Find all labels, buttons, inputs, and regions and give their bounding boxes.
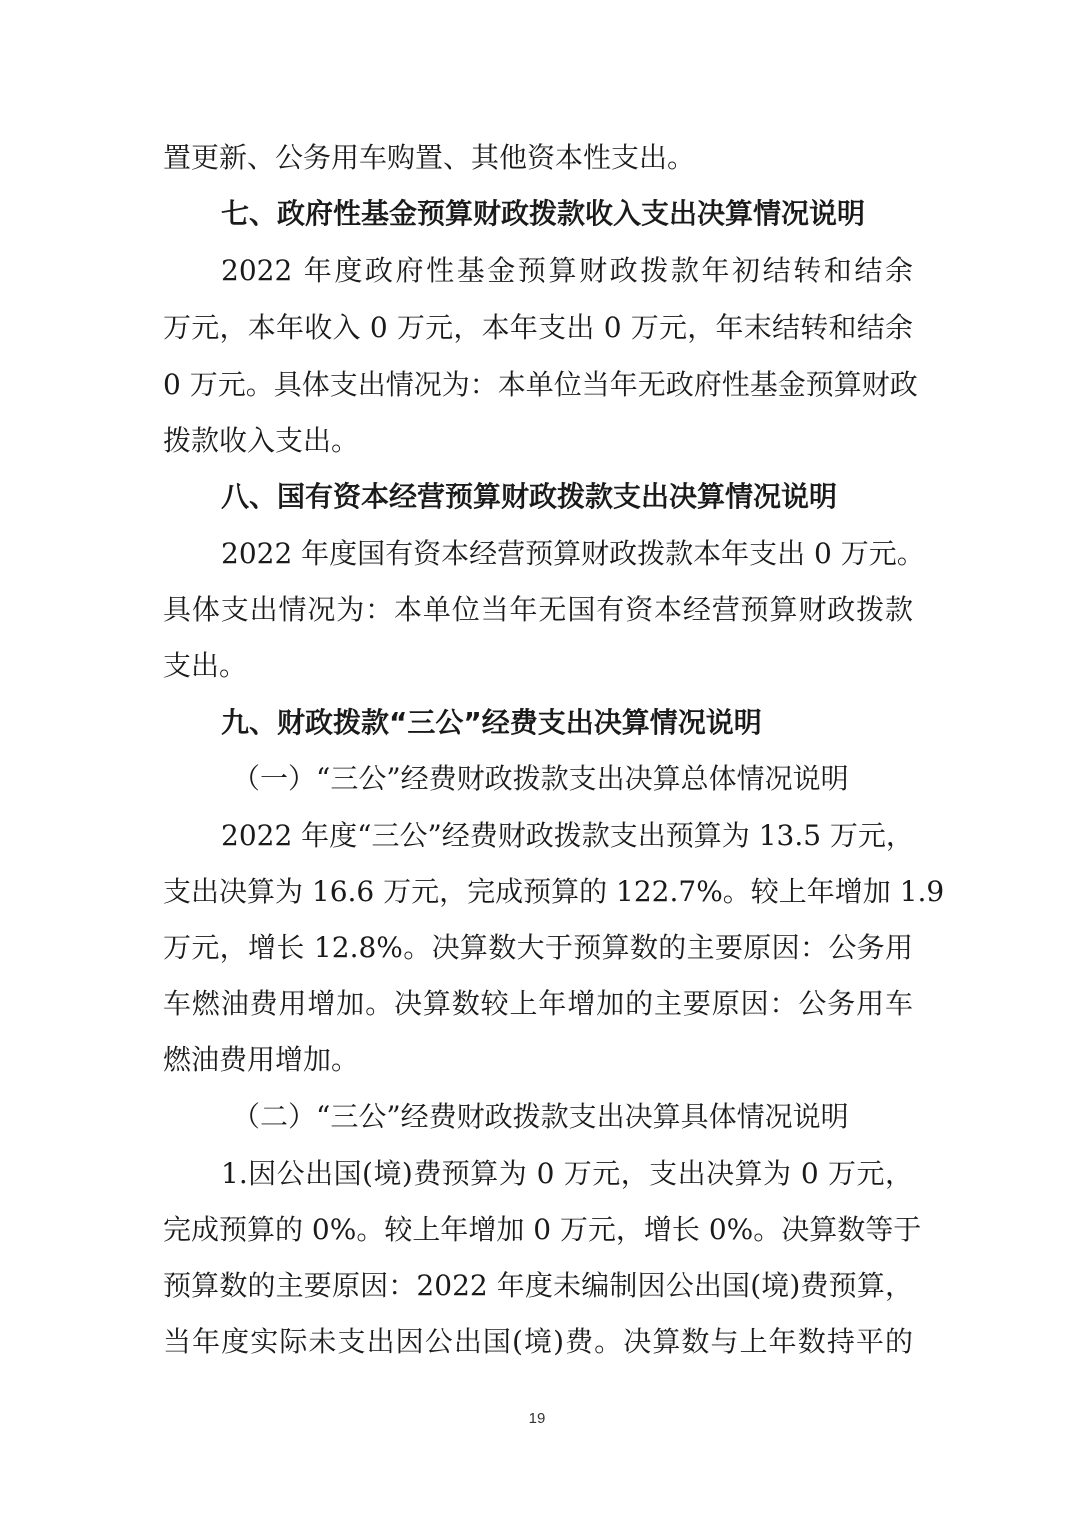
section-heading-nine: 九、财政拨款“三公”经费支出决算情况说明 <box>221 706 762 739</box>
paragraph-line: 拨款收入支出。 <box>163 424 360 457</box>
paragraph-line: 预算数的主要原因：2022 年度未编制因公出国(境)费预算， <box>163 1269 913 1302</box>
paragraph-line: 具体支出情况为：本单位当年无国有资本经营预算财政拨款 <box>163 593 913 626</box>
paragraph-line: 当年度实际未支出因公出国(境)费。决算数与上年数持平的 <box>163 1325 913 1358</box>
paragraph-line: 车燃油费用增加。决算数较上年增加的主要原因：公务用车 <box>163 987 913 1020</box>
paragraph-line: 支出决算为 16.6 万元，完成预算的 122.7%。较上年增加 1.9 <box>163 875 945 908</box>
paragraph-line: 2022 年度国有资本经营预算财政拨款本年支出 0 万元。 <box>221 537 925 570</box>
section-heading-eight: 八、国有资本经营预算财政拨款支出决算情况说明 <box>221 480 838 513</box>
subsection-heading-one: （一）“三公”经费财政拨款支出决算总体情况说明 <box>232 762 849 795</box>
paragraph-line: 1.因公出国(境)费预算为 0 万元，支出决算为 0 万元， <box>221 1157 913 1190</box>
section-heading-seven: 七、政府性基金预算财政拨款收入支出决算情况说明 <box>221 197 866 230</box>
paragraph-line: 燃油费用增加。 <box>163 1043 360 1076</box>
subsection-heading-two: （二）“三公”经费财政拨款支出决算具体情况说明 <box>232 1100 849 1133</box>
paragraph-line: 完成预算的 0%。较上年增加 0 万元，增长 0%。决算数等于 <box>163 1213 922 1246</box>
paragraph-line: 万元，本年收入 0 万元，本年支出 0 万元，年末结转和结余 <box>163 311 913 344</box>
paragraph-line: 万元，增长 12.8%。决算数大于预算数的主要原因：公务用 <box>163 931 913 964</box>
paragraph-line: 支出。 <box>163 649 248 682</box>
paragraph-line: 2022 年度政府性基金预算财政拨款年初结转和结余 <box>221 254 913 287</box>
paragraph-line: 置更新、公务用车购置、其他资本性支出。 <box>163 141 696 174</box>
page-number: 19 <box>528 1410 546 1427</box>
paragraph-line: 2022 年度“三公”经费财政拨款支出预算为 13.5 万元， <box>221 819 914 852</box>
paragraph-line: 0 万元。具体支出情况为：本单位当年无政府性基金预算财政 <box>163 368 918 401</box>
